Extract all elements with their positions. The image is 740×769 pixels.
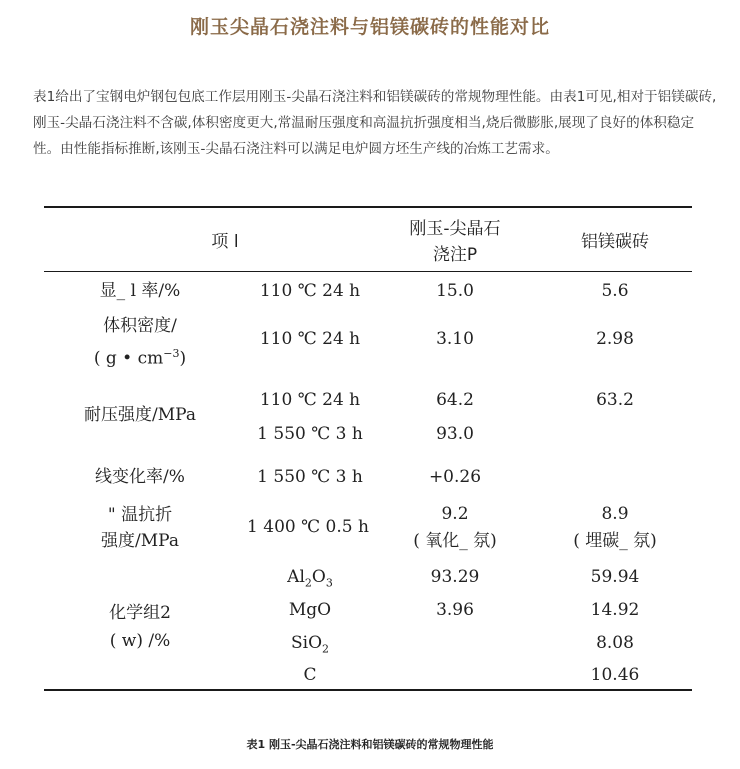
al2o3-castable-value: 93.29 xyxy=(430,567,480,587)
mgo-castable-value: 3.96 xyxy=(436,600,474,620)
row-label: 耐压强度/MPa xyxy=(84,405,196,425)
row-condition-1: 110 ℃ 24 h xyxy=(259,390,361,410)
table-caption: 表1 刚玉-尖晶石浇注料和铝镁碳砖的常规物理性能 xyxy=(246,738,494,751)
row-label-line2: ( g • $cm^{-3}$) xyxy=(93,347,187,369)
row-castable-value: +0.26 xyxy=(428,467,482,487)
row-label-line2: 强度/MPa xyxy=(101,531,179,551)
row-brick-note: ( 埋碳_ 氛) xyxy=(573,531,657,551)
row-castable-value: 15.0 xyxy=(436,281,474,301)
row-label: 显_ l 率/% xyxy=(99,281,181,301)
row-condition: 1 550 ℃ 3 h xyxy=(257,467,363,487)
row-brick-value: 2.98 xyxy=(596,329,634,349)
sio2-brick-value: 8.08 xyxy=(596,633,634,653)
header-brick: 铝镁碳砖 xyxy=(581,232,649,252)
header-castable-line1: 刚玉-尖晶石 xyxy=(409,219,501,239)
row-label: 线变化率/% xyxy=(95,467,185,487)
mgo-brick-value: 14.92 xyxy=(590,600,640,620)
body-paragraph: 表1给出了宝钢电炉钢包包底工作层用刚玉-尖晶石浇注料和铝镁碳砖的常规物理性能。由表1可见,相对于铝镁碳砖,刚玉-尖晶石浇注料不含碳,体积密度更大,常温耐压强度和高温抗折强度相当,烧后微膨胀,展现了良好的体积稳定性。由性能指标推断,该刚玉-尖晶石浇注料可以满足电炉圆方坯生产线的冶炼工艺需求。 xyxy=(33,89,717,157)
row-brick-value-1: 63.2 xyxy=(596,390,634,410)
c-brick-value: 10.46 xyxy=(590,665,640,685)
al2o3-brick-value: 59.94 xyxy=(590,567,640,587)
row-castable-value-1: 64.2 xyxy=(436,390,474,410)
row-brick-value: 5.6 xyxy=(601,281,629,301)
row-label-line1: 化学组2 xyxy=(109,603,171,623)
row-brick-value: 8.9 xyxy=(601,504,629,524)
table-header-rule xyxy=(44,271,692,272)
row-castable-value-2: 93.0 xyxy=(436,424,474,444)
component-sio2: SiO$_2$ xyxy=(290,633,330,656)
table-top-rule xyxy=(44,206,692,208)
row-condition: 110 ℃ 24 h xyxy=(259,329,361,349)
row-condition: 110 ℃ 24 h xyxy=(259,281,361,301)
component-al2o3: $Al_2O_3$ xyxy=(287,567,333,590)
row-castable-note: ( 氧化_ 氛) xyxy=(413,531,497,551)
row-castable-value: 9.2 xyxy=(441,504,469,524)
row-label-line1: 体积密度/ xyxy=(103,316,177,336)
header-item: 项 l xyxy=(211,232,239,252)
row-condition: 1 400 ℃ 0.5 h xyxy=(247,517,369,537)
row-label-line2: ( w) /% xyxy=(109,631,171,651)
component-c: C xyxy=(303,665,317,685)
header-castable-line2: 浇注P xyxy=(432,245,478,265)
row-label-line1: " 温抗折 xyxy=(107,505,173,525)
page-title: 刚玉尖晶石浇注料与铝镁碳砖的性能对比 xyxy=(189,16,550,38)
component-mgo: MgO xyxy=(288,600,332,620)
table-bottom-rule xyxy=(44,689,692,691)
row-castable-value: 3.10 xyxy=(436,329,474,349)
row-condition-2: 1 550 ℃ 3 h xyxy=(257,424,363,444)
